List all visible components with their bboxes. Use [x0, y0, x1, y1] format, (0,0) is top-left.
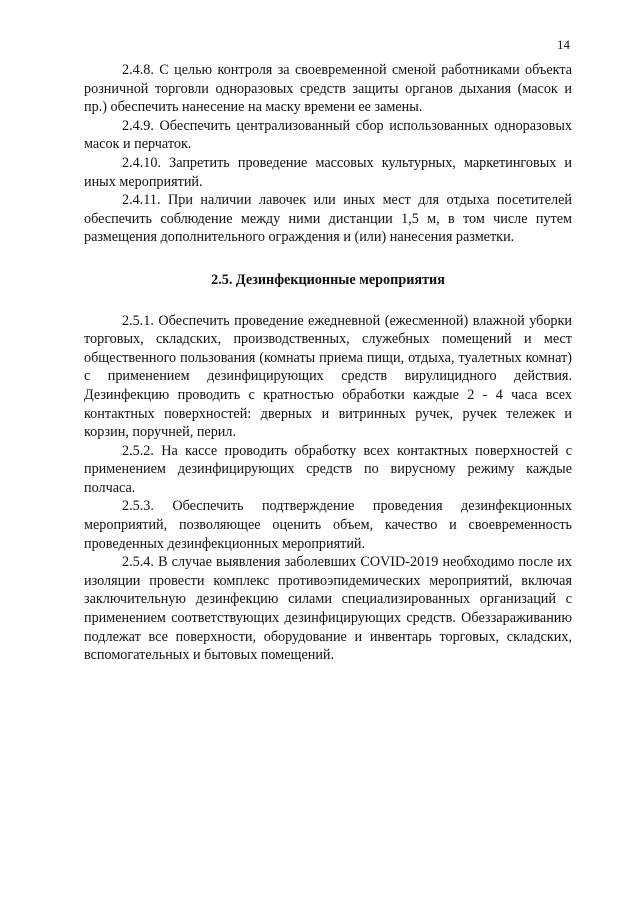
paragraph-2-4-9: 2.4.9. Обеспечить централизованный сбор использованных одноразовых масок и перчаток. — [84, 117, 572, 153]
paragraph-2-4-10: 2.4.10. Запретить проведение массовых культурных, маркетинговых и иных мероприятий. — [84, 154, 572, 190]
paragraph-2-4-11: 2.4.11. При наличии лавочек или иных мест для отдыха посетителей обеспечить соблюдение между ними дистанции 1,5 м, в том числе путем размещения дополнительного ограждения и (или) нанесения разметки. — [84, 192, 572, 246]
paragraph-2-5-4: 2.5.4. В случае выявления заболевших COVID-2019 необходимо после их изоляции провести комплекс противоэпидемических мероприятий, включая заключительную дезинфекцию силами специализированных организаций с применением соответствующих дезинфицирующих средств. Обеззараживанию подлежат все поверхности, оборудование и инвентарь торговых, складских, вспомогательных и бытовых помещений. — [84, 554, 572, 664]
paragraph-2-5-2: 2.5.2. На кассе проводить обработку всех контактных поверхностей с применением дезинфицирующих средств по вирусному режиму каждые полчаса. — [84, 442, 572, 496]
paragraph-2-4-8: 2.4.8. С целью контроля за своевременной сменой работниками объекта розничной торговли одноразовых средств защиты органов дыхания (масок и пр.) обеспечить нанесение на маску времени ее замены. — [84, 62, 572, 116]
paragraph-2-5-1: 2.5.1. Обеспечить проведение ежедневной (ежесменной) влажной уборки торговых, складских, производственных, служебных помещений и мест общественного пользования (комнаты приема пищи, отдыха, туалетных комнат) с применением дезинфицирующих средств вирулицидного действия. Дезинфекцию проводить с кратностью обработки каждые 2 - 4 часа всех контактных поверхностей: дверных и витринных ручек, ручек тележек и корзин, поручней, перил. — [84, 312, 572, 441]
document-body — [84, 61, 572, 665]
section-heading: 2.5. Дезинфекционные мероприятия — [211, 271, 445, 288]
paragraph-2-5-3: 2.5.3. Обеспечить подтверждение проведения дезинфекционных мероприятий, позволяющее оценить объем, качество и своевременность проведенных дезинфекционных мероприятий. — [84, 498, 572, 552]
page-number: 14 — [557, 37, 570, 52]
